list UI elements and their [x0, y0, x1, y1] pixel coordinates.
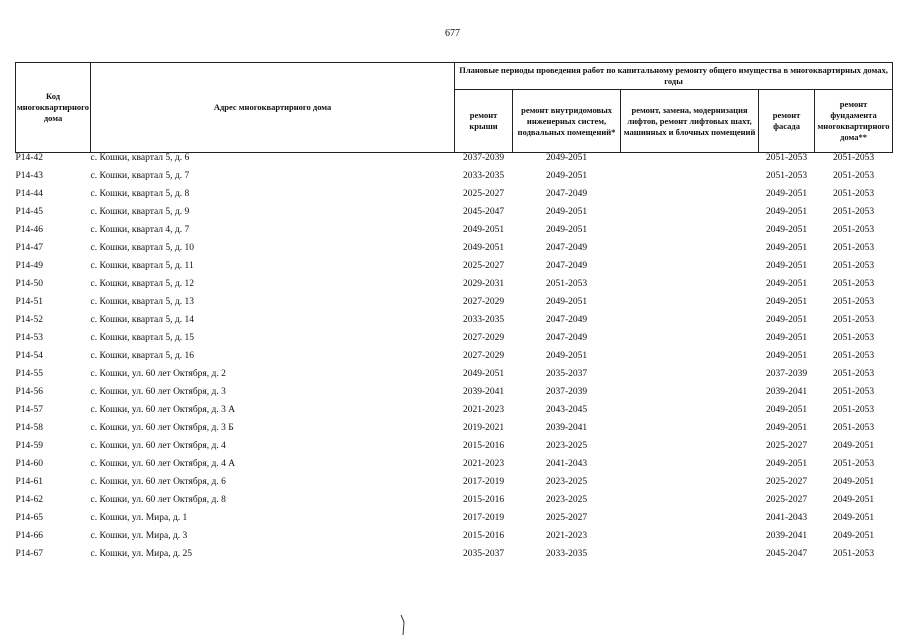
- page-number: 677: [445, 28, 460, 39]
- table-header: [16, 63, 893, 153]
- row-roof: 2021-2023: [462, 459, 505, 469]
- row-elevators: [621, 207, 759, 225]
- row-foundation: 2051-2053: [832, 369, 875, 379]
- row-elevators: [621, 549, 759, 567]
- row-address: с. Кошки, квартал 5, д. 16: [90, 351, 194, 361]
- row-elevators: [621, 333, 759, 351]
- row-address: с. Кошки, квартал 5, д. 14: [90, 315, 194, 325]
- row-engineering: 2037-2039: [545, 387, 588, 397]
- row-address: с. Кошки, ул. 60 лет Октября, д. 3 Б: [90, 423, 234, 433]
- header-roof: ремонт крыши: [455, 90, 513, 153]
- row-roof: 2021-2023: [462, 405, 505, 415]
- row-engineering: 2051-2053: [545, 279, 588, 289]
- row-elevators: [621, 387, 759, 405]
- row-address: с. Кошки, ул. Мира, д. 3: [90, 531, 188, 541]
- row-facade: 2049-2051: [765, 333, 808, 343]
- row-address: с. Кошки, квартал 4, д. 7: [90, 225, 190, 235]
- header-facade: ремонт фасада: [759, 90, 815, 153]
- row-foundation: 2051-2053: [832, 351, 875, 361]
- row-engineering: 2035-2037: [545, 369, 588, 379]
- row-address: с. Кошки, ул. 60 лет Октября, д. 4 А: [90, 459, 236, 469]
- header-planned-periods: Плановые периоды проведения работ по капитальному ремонту общего имущества в многоквартирных домах, годы: [455, 63, 893, 90]
- table-row: [16, 243, 893, 261]
- table-row: [16, 459, 893, 477]
- row-foundation: 2051-2053: [832, 405, 875, 415]
- row-roof: 2029-2031: [462, 279, 505, 289]
- row-code: Р14-56: [15, 387, 43, 397]
- row-roof: 2033-2035: [462, 315, 505, 325]
- row-code: Р14-50: [15, 279, 43, 289]
- row-code: Р14-54: [15, 351, 43, 361]
- row-engineering: 2023-2025: [545, 495, 588, 505]
- row-elevators: [621, 261, 759, 279]
- row-engineering: 2047-2049: [545, 261, 588, 271]
- row-facade: 2039-2041: [765, 531, 808, 541]
- row-elevators: [621, 297, 759, 315]
- row-roof: 2045-2047: [462, 207, 505, 217]
- row-elevators: [621, 243, 759, 261]
- row-foundation: 2051-2053: [832, 315, 875, 325]
- row-engineering: 2047-2049: [545, 243, 588, 253]
- row-elevators: [621, 225, 759, 243]
- row-address: с. Кошки, ул. 60 лет Октября, д. 3: [90, 387, 226, 397]
- row-elevators: [621, 423, 759, 441]
- table-row: [16, 405, 893, 423]
- row-foundation: 2051-2053: [832, 333, 875, 343]
- row-roof: 2027-2029: [462, 297, 505, 307]
- row-address: с. Кошки, ул. 60 лет Октября, д. 4: [90, 441, 226, 451]
- row-address: с. Кошки, квартал 5, д. 11: [90, 261, 194, 271]
- row-code: Р14-53: [15, 333, 43, 343]
- row-engineering: 2033-2035: [545, 549, 588, 559]
- row-address: с. Кошки, ул. 60 лет Октября, д. 2: [90, 369, 226, 379]
- row-code: Р14-49: [15, 261, 43, 271]
- row-elevators: [621, 441, 759, 459]
- table-row: [16, 423, 893, 441]
- row-roof: 2025-2027: [462, 261, 505, 271]
- row-roof: 2015-2016: [462, 495, 505, 505]
- table-row: [16, 369, 893, 387]
- table-row: [16, 441, 893, 459]
- table-row: [16, 477, 893, 495]
- row-code: Р14-42: [15, 153, 43, 163]
- row-facade: 2049-2051: [765, 423, 808, 433]
- row-code: Р14-47: [15, 243, 43, 253]
- row-foundation: 2049-2051: [832, 477, 875, 487]
- row-code: Р14-46: [15, 225, 43, 235]
- repair-schedule-table: [15, 62, 893, 567]
- table-row: [16, 207, 893, 225]
- row-code: Р14-65: [15, 513, 43, 523]
- row-foundation: 2051-2053: [832, 279, 875, 289]
- row-foundation: 2049-2051: [832, 495, 875, 505]
- row-elevators: [621, 459, 759, 477]
- row-facade: 2049-2051: [765, 261, 808, 271]
- row-engineering: 2049-2051: [545, 207, 588, 217]
- row-address: с. Кошки, ул. 60 лет Октября, д. 3 А: [90, 405, 236, 415]
- row-address: с. Кошки, ул. Мира, д. 25: [90, 549, 193, 559]
- row-address: с. Кошки, квартал 5, д. 10: [90, 243, 194, 253]
- row-address: с. Кошки, ул. 60 лет Октября, д. 6: [90, 477, 226, 487]
- row-roof: 2017-2019: [462, 477, 505, 487]
- row-elevators: [621, 405, 759, 423]
- row-foundation: 2051-2053: [832, 423, 875, 433]
- table-row: [16, 495, 893, 513]
- row-facade: 2049-2051: [765, 225, 808, 235]
- row-elevators: [621, 171, 759, 189]
- row-code: Р14-44: [15, 189, 43, 199]
- row-code: Р14-60: [15, 459, 43, 469]
- row-code: Р14-62: [15, 495, 43, 505]
- row-code: Р14-61: [15, 477, 43, 487]
- row-roof: 2015-2016: [462, 441, 505, 451]
- table-row: [16, 261, 893, 279]
- row-facade: 2025-2027: [765, 495, 808, 505]
- row-engineering: 2021-2023: [545, 531, 588, 541]
- row-facade: 2041-2043: [765, 513, 808, 523]
- row-facade: 2037-2039: [765, 369, 808, 379]
- row-roof: 2035-2037: [462, 549, 505, 559]
- row-engineering: 2047-2049: [545, 315, 588, 325]
- row-address: с. Кошки, квартал 5, д. 13: [90, 297, 194, 307]
- row-engineering: 2049-2051: [545, 351, 588, 361]
- row-roof: 2027-2029: [462, 351, 505, 361]
- table-row: [16, 153, 893, 172]
- row-engineering: 2039-2041: [545, 423, 588, 433]
- row-facade: 2051-2053: [765, 153, 808, 163]
- row-foundation: 2051-2053: [832, 549, 875, 559]
- row-facade: 2049-2051: [765, 207, 808, 217]
- row-engineering: 2047-2049: [545, 189, 588, 199]
- row-address: с. Кошки, квартал 5, д. 6: [90, 153, 190, 163]
- row-elevators: [621, 315, 759, 333]
- table-row: [16, 171, 893, 189]
- row-roof: 2019-2021: [462, 423, 505, 433]
- row-code: Р14-57: [15, 405, 43, 415]
- row-address: с. Кошки, ул. 60 лет Октября, д. 8: [90, 495, 226, 505]
- row-roof: 2049-2051: [462, 243, 505, 253]
- row-code: Р14-67: [15, 549, 43, 559]
- row-engineering: 2023-2025: [545, 441, 588, 451]
- header-address: Адрес многоквартирного дома: [91, 63, 455, 153]
- row-roof: 2015-2016: [462, 531, 505, 541]
- row-address: с. Кошки, квартал 5, д. 7: [90, 171, 190, 181]
- table-row: [16, 513, 893, 531]
- row-engineering: 2025-2027: [545, 513, 588, 523]
- row-facade: 2049-2051: [765, 189, 808, 199]
- row-roof: 2039-2041: [462, 387, 505, 397]
- table-row: [16, 387, 893, 405]
- row-foundation: 2051-2053: [832, 171, 875, 181]
- row-roof: 2033-2035: [462, 171, 505, 181]
- row-code: Р14-45: [15, 207, 43, 217]
- row-elevators: [621, 477, 759, 495]
- row-engineering: 2049-2051: [545, 153, 588, 163]
- row-address: с. Кошки, квартал 5, д. 12: [90, 279, 194, 289]
- row-facade: 2039-2041: [765, 387, 808, 397]
- row-facade: 2051-2053: [765, 171, 808, 181]
- row-engineering: 2049-2051: [545, 297, 588, 307]
- row-code: Р14-52: [15, 315, 43, 325]
- row-address: с. Кошки, квартал 5, д. 8: [90, 189, 190, 199]
- row-facade: 2025-2027: [765, 477, 808, 487]
- row-facade: 2049-2051: [765, 279, 808, 289]
- row-facade: 2049-2051: [765, 405, 808, 415]
- row-elevators: [621, 351, 759, 369]
- row-elevators: [621, 153, 759, 172]
- row-roof: 2049-2051: [462, 225, 505, 235]
- row-code: Р14-55: [15, 369, 43, 379]
- table-row: [16, 333, 893, 351]
- row-elevators: [621, 531, 759, 549]
- row-code: Р14-51: [15, 297, 43, 307]
- row-engineering: 2043-2045: [545, 405, 588, 415]
- table-row: [16, 297, 893, 315]
- header-code: Код многоквартирного дома: [16, 63, 91, 153]
- row-facade: 2049-2051: [765, 315, 808, 325]
- row-code: Р14-59: [15, 441, 43, 451]
- row-elevators: [621, 369, 759, 387]
- row-foundation: 2051-2053: [832, 207, 875, 217]
- table-row: [16, 531, 893, 549]
- row-foundation: 2049-2051: [832, 441, 875, 451]
- row-roof: 2049-2051: [462, 369, 505, 379]
- row-facade: 2045-2047: [765, 549, 808, 559]
- row-address: с. Кошки, квартал 5, д. 9: [90, 207, 190, 217]
- row-address: с. Кошки, квартал 5, д. 15: [90, 333, 194, 343]
- table-row: [16, 189, 893, 207]
- row-address: с. Кошки, ул. Мира, д. 1: [90, 513, 188, 523]
- row-engineering: 2023-2025: [545, 477, 588, 487]
- row-foundation: 2051-2053: [832, 297, 875, 307]
- header-elevators: ремонт, замена, модернизация лифтов, ремонт лифтовых шахт, машинных и блочных помещений: [621, 90, 759, 153]
- header-foundation: ремонт фундамента многоквартирного дома**: [815, 90, 893, 153]
- row-elevators: [621, 513, 759, 531]
- row-foundation: 2051-2053: [832, 459, 875, 469]
- row-elevators: [621, 189, 759, 207]
- row-engineering: 2041-2043: [545, 459, 588, 469]
- stray-mark: [400, 614, 406, 636]
- row-foundation: 2051-2053: [832, 243, 875, 253]
- row-facade: 2049-2051: [765, 297, 808, 307]
- row-roof: 2025-2027: [462, 189, 505, 199]
- row-roof: 2037-2039: [462, 153, 505, 163]
- row-foundation: 2051-2053: [832, 153, 875, 163]
- row-facade: 2049-2051: [765, 243, 808, 253]
- table-body: [16, 153, 893, 568]
- table-row: [16, 279, 893, 297]
- row-facade: 2049-2051: [765, 351, 808, 361]
- row-foundation: 2049-2051: [832, 513, 875, 523]
- table-row: [16, 549, 893, 567]
- row-foundation: 2049-2051: [832, 531, 875, 541]
- row-roof: 2027-2029: [462, 333, 505, 343]
- row-engineering: 2049-2051: [545, 225, 588, 235]
- header-engineering: ремонт внутридомовых инженерных систем, подвальных помещений*: [513, 90, 621, 153]
- table-row: [16, 225, 893, 243]
- row-elevators: [621, 495, 759, 513]
- row-foundation: 2051-2053: [832, 387, 875, 397]
- row-roof: 2017-2019: [462, 513, 505, 523]
- row-engineering: 2047-2049: [545, 333, 588, 343]
- row-code: Р14-43: [15, 171, 43, 181]
- row-code: Р14-66: [15, 531, 43, 541]
- table-row: [16, 351, 893, 369]
- row-foundation: 2051-2053: [832, 189, 875, 199]
- row-foundation: 2051-2053: [832, 225, 875, 235]
- row-code: Р14-58: [15, 423, 43, 433]
- row-foundation: 2051-2053: [832, 261, 875, 271]
- row-elevators: [621, 279, 759, 297]
- table-row: [16, 315, 893, 333]
- row-facade: 2049-2051: [765, 459, 808, 469]
- row-facade: 2025-2027: [765, 441, 808, 451]
- row-engineering: 2049-2051: [545, 171, 588, 181]
